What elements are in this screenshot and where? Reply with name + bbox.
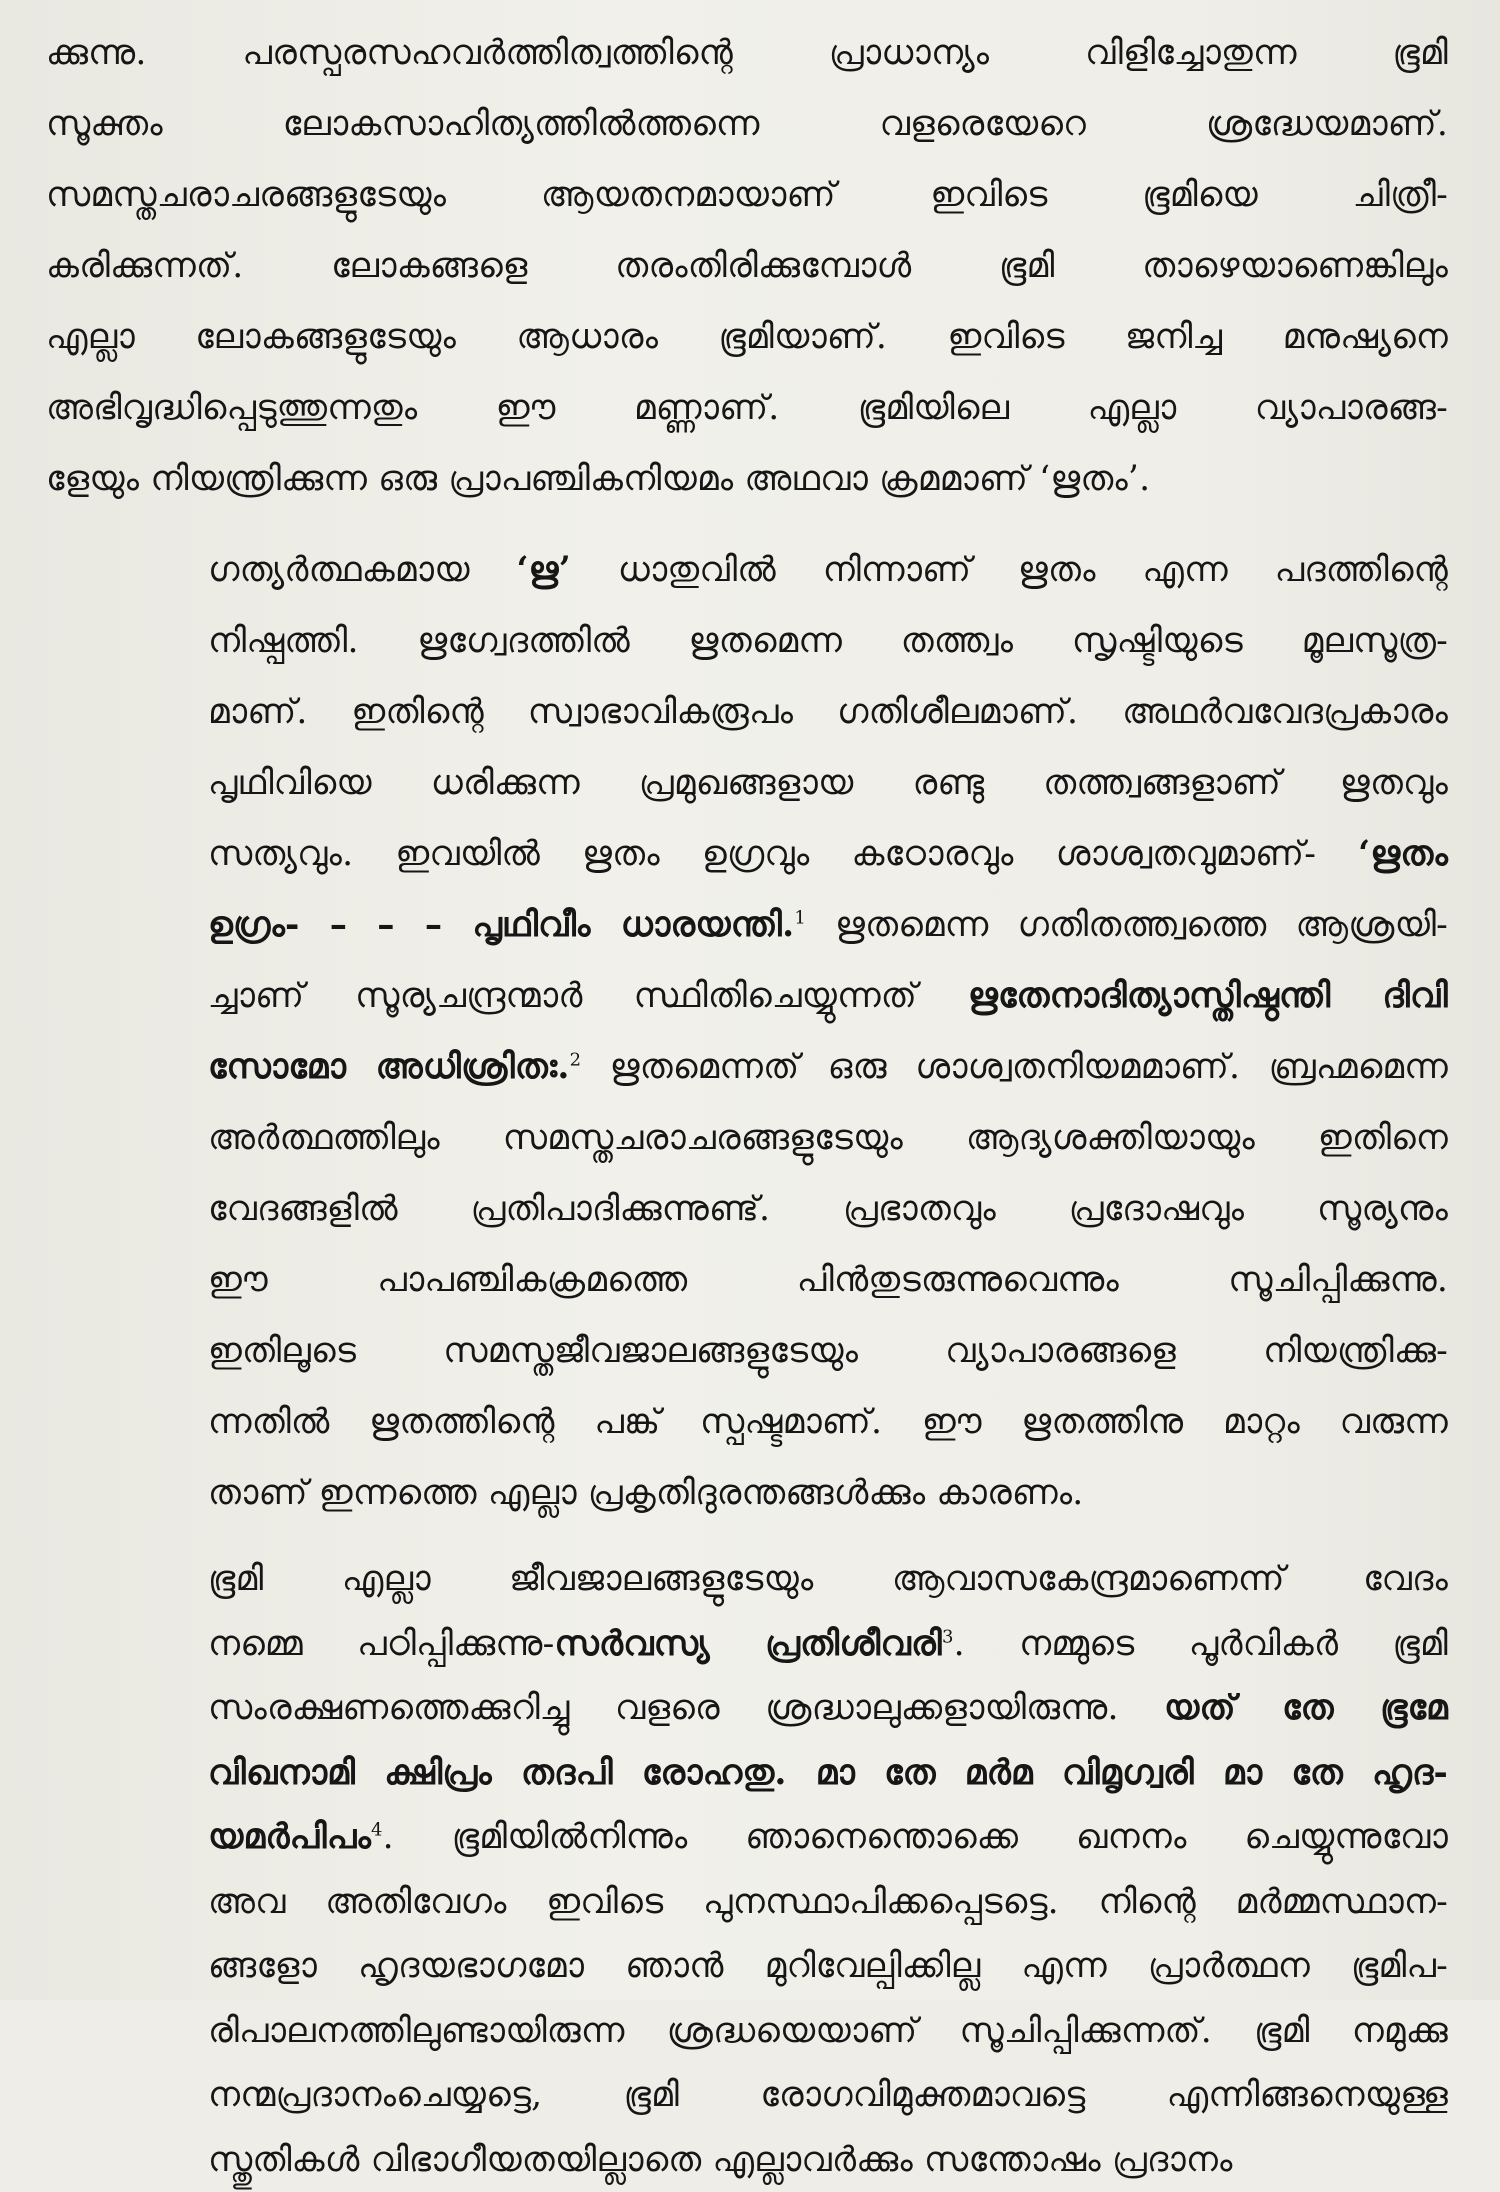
text-line (46, 1032, 1448, 1103)
text-run: സ്തുതികൾ വിഭാഗീയതയില്ലാതെ എല്ലാവർക്കും സന്തോഷം പ്രദാനം (208, 2140, 1233, 2180)
text-line (46, 1174, 1448, 1245)
text-line (46, 1387, 1448, 1458)
text-run: ങ്ങളോ ഹൃദയഭാഗമോ ഞാൻ മുറിവേല്പിക്കില്ല എന്ന പ്രാർത്ഥന ഭൂമിപ- (208, 1946, 1448, 1986)
text-line (46, 373, 1448, 444)
text-line (46, 160, 1448, 231)
text-line (46, 819, 1448, 890)
text-run: നന്മപ്രദാനംചെയ്യട്ടെ, ഭൂമി രോഗവിമുക്തമാവട്ടെ എന്നിങ്ങനെയുള്ള (208, 2075, 1448, 2115)
text-line (46, 18, 1448, 89)
text-line (46, 1612, 1448, 1677)
text-run: അർത്ഥത്തിലും സമസ്തചരാചരങ്ങളുടേയും ആദ്യശക്തിയായും ഇതിനെ (208, 1118, 1448, 1158)
text-line (46, 1676, 1448, 1741)
text-line (46, 89, 1448, 160)
paragraph-ritam (46, 535, 1448, 1529)
text-line (46, 1999, 1448, 2064)
footnote-marker: 1 (794, 908, 806, 929)
text-run: പൃഥിവിയെ ധരിക്കുന്ന പ്രമുഖങ്ങളായ രണ്ടു തത്ത്വങ്ങളാണ് ഋതവും (208, 763, 1448, 803)
text-run: ഇതിലൂടെ സമസ്തജീവജാലങ്ങളുടേയും വ്യാപാരങ്ങളെ നിയന്ത്രിക്കു- (208, 1331, 1448, 1371)
text-run: ഋതമെന്ന ഗതിതത്ത്വത്തെ ആശ്രയി- (806, 905, 1448, 945)
paragraph-bhumi-samrakshanam (46, 1547, 1448, 2192)
text-line (46, 677, 1448, 748)
text-line (46, 606, 1448, 677)
text-line (46, 535, 1448, 606)
text-line (46, 1934, 1448, 1999)
text-run: താണ് ഇന്നത്തെ എല്ലാ പ്രകൃതിദുരന്തങ്ങൾക്കും കാരണം. (208, 1473, 1083, 1513)
text-run: ച്ചാണ് സൂര്യചന്ദ്രന്മാർ സ്ഥിതിചെയ്യുന്നത് (208, 976, 968, 1016)
sanskrit-quote: ‘ഋ’ (516, 550, 570, 590)
text-line (46, 1805, 1448, 1870)
sanskrit-quote: ‘ഋതം (1358, 834, 1448, 874)
text-line (46, 2128, 1448, 2192)
text-run: നിഷ്പത്തി. ഋഗ്വേദത്തിൽ ഋതമെന്ന തത്ത്വം സൃഷ്ടിയുടെ മൂലസൂത്ര- (208, 621, 1448, 661)
text-run: അഭിവൃദ്ധിപ്പെടുത്തുന്നതും ഈ മണ്ണാണ്. ഭൂമിയിലെ എല്ലാ വ്യാപാരങ്ങ- (46, 388, 1448, 428)
text-line (46, 890, 1448, 961)
footnote-marker: 2 (570, 1050, 582, 1071)
text-run: സത്യവും. ഇവയിൽ ഋതം ഉഗ്രവും കഠോരവും ശാശ്വതവുമാണ്- (208, 834, 1358, 874)
sanskrit-quote: യമർപിപം (208, 1817, 371, 1857)
text-line (46, 302, 1448, 373)
text-line (46, 1741, 1448, 1806)
text-line (46, 231, 1448, 302)
text-run: എല്ലാ ലോകങ്ങളുടേയും ആധാരം ഭൂമിയാണ്. ഇവിടെ ജനിച്ച മനുഷ്യനെ (46, 317, 1448, 357)
text-line (46, 444, 1448, 515)
text-line (46, 1870, 1448, 1935)
text-run: മാണ്. ഇതിന്റെ സ്വാഭാവികരൂപം ഗതിശീലമാണ്. അഥർവവേദപ്രകാരം (208, 692, 1448, 732)
paragraph-bhumi-sooktham (46, 18, 1448, 515)
text-run: ഗത്യർത്ഥകമായ (208, 550, 516, 590)
text-run: കരിക്കുന്നത്. ലോകങ്ങളെ തരംതിരിക്കുമ്പോൾ ഭൂമി താഴെയാണെങ്കിലും (46, 246, 1448, 286)
text-run: വേദങ്ങളിൽ പ്രതിപാദിക്കുന്നുണ്ട്. പ്രഭാതവും പ്രദോഷവും സൂര്യനും (208, 1189, 1448, 1229)
text-run: രിപാലനത്തിലുണ്ടായിരുന്ന ശ്രദ്ധയെയാണ് സൂചിപ്പിക്കുന്നത്. ഭൂമി നമുക്കു (208, 2011, 1448, 2051)
footnote-marker: 3 (942, 1626, 954, 1647)
text-run: ന്നതിൽ ഋതത്തിന്റെ പങ്ക് സ്പഷ്ടമാണ്. ഈ ഋതത്തിനു മാറ്റം വരുന്ന (208, 1402, 1448, 1442)
text-run: സൂക്തം ലോകസാഹിത്യത്തിൽത്തന്നെ വളരെയേറെ ശ്രദ്ധേയമാണ്. (46, 104, 1448, 144)
sanskrit-quote: വിഖനാമി ക്ഷിപ്രം തദപി രോഹതു. മാ തേ മർമ വിമൃഗ്വരി മാ തേ ഹൃദ- (208, 1753, 1448, 1793)
text-line (46, 2063, 1448, 2128)
text-line (46, 1103, 1448, 1174)
text-line (46, 1458, 1448, 1529)
text-line (46, 1316, 1448, 1387)
sanskrit-quote: സർവസ്യ പ്രതിശീവരി (554, 1624, 941, 1664)
text-run: . ഭൂമിയിൽനിന്നും ഞാനെന്തൊക്കെ ഖനനം ചെയ്യുന്നുവോ (383, 1817, 1448, 1857)
text-line (46, 961, 1448, 1032)
text-run: ഈ പാപഞ്ചികക്രമത്തെ പിൻതുടരുന്നുവെന്നും സൂചിപ്പിക്കുന്നു. (208, 1260, 1448, 1300)
text-line (46, 1245, 1448, 1316)
text-run: അവ അതിവേഗം ഇവിടെ പുനസ്ഥാപിക്കപ്പെടട്ടെ. നിന്റെ മർമ്മസ്ഥാന- (208, 1882, 1448, 1922)
text-run: ഭൂമി എല്ലാ ജീവജാലങ്ങളുടേയും ആവാസകേന്ദ്രമാണെന്ന് വേദം (208, 1559, 1448, 1599)
sanskrit-quote: യത് തേ ഭൂമേ (1164, 1688, 1448, 1728)
sanskrit-quote: ഉഗ്രം- – – – പൃഥിവീം ധാരയന്തി. (208, 905, 794, 945)
text-run: . നമ്മുടെ പൂർവികർ ഭൂമി (954, 1624, 1448, 1664)
footnote-marker: 4 (371, 1820, 383, 1841)
text-run: ഋതമെന്നത് ഒരു ശാശ്വതനിയമമാണ്. ബ്രഹ്മമെന്ന (581, 1047, 1448, 1087)
sanskrit-quote: സോമോ അധിശ്രിതഃ. (208, 1047, 570, 1087)
text-run: നമ്മെ പഠിപ്പിക്കുന്നു- (208, 1624, 554, 1664)
text-run: ധാതുവിൽ നിന്നാണ് ഋതം എന്ന പദത്തിന്റെ (571, 550, 1448, 590)
text-line (46, 1547, 1448, 1612)
sanskrit-quote: ഋതേനാദിത്യാസ്തിഷ്ഠന്തി ദിവി (968, 976, 1448, 1016)
text-run: ളേയും നിയന്ത്രിക്കുന്ന ഒരു പ്രാപഞ്ചികനിയമം അഥവാ ക്രമമാണ് ‘ഋതം’. (46, 459, 1150, 499)
text-run: സംരക്ഷണത്തെക്കുറിച്ചു വളരെ ശ്രദ്ധാലുക്കളായിരുന്നു. (208, 1688, 1164, 1728)
text-run: ക്കുന്നു. പരസ്പരസഹവർത്തിത്വത്തിന്റെ പ്രാധാന്യം വിളിച്ചോതുന്ന ഭൂമി (46, 33, 1448, 73)
text-line (46, 748, 1448, 819)
text-run: സമസ്തചരാചരങ്ങളുടേയും ആയതനമായാണ് ഇവിടെ ഭൂമിയെ ചിത്രീ- (46, 175, 1448, 215)
